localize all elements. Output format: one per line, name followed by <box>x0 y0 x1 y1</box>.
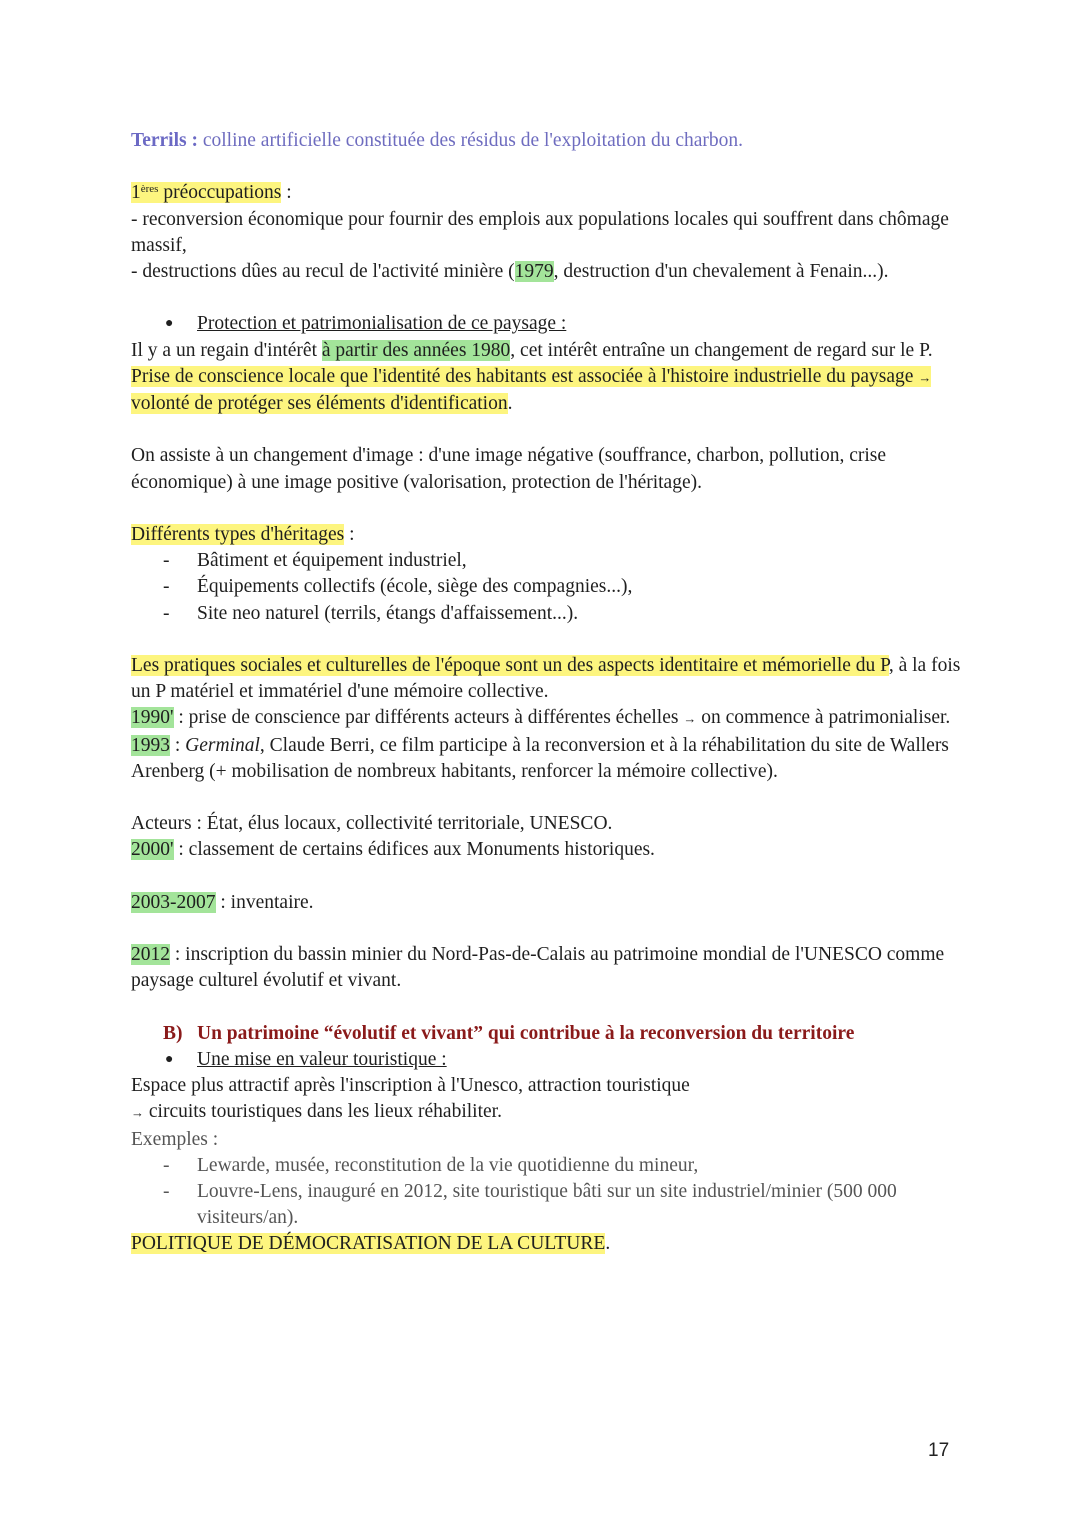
image-change-paragraph: On assiste à un changement d'image : d'une image négative (souffrance, charbon, pollution, crise économique) à une image positive (valorisation, protection de l'héritage). <box>131 445 887 493</box>
tourisme-paragraph-2: → circuits touristiques dans les lieux réhabiliter. <box>131 1101 502 1123</box>
tourisme-heading: ● Une mise en valeur touristique : <box>165 1047 961 1073</box>
protection-paragraph-1: Il y a un regain d'intérêt à partir des années 1980, cet intérêt entraîne un changement de regard sur le P. <box>131 339 933 361</box>
terrils-term: Terrils : <box>131 130 198 151</box>
list-item: - Lewarde, musée, reconstitution de la vie quotidienne du mineur, <box>163 1153 961 1179</box>
section-b-heading: B) Un patrimoine “évolutif et vivant” qui contribue à la reconversion du territoire <box>163 1022 855 1044</box>
arrow-icon: → <box>131 1105 144 1121</box>
examples-list <box>131 1153 961 1232</box>
preoccupation-destructions: - destructions dûes au recul de l'activité minière (1979, destruction d'un chevalement à Fenain...). <box>131 261 889 282</box>
heritages-list <box>131 548 961 627</box>
year-highlight: 1979 <box>514 261 554 282</box>
pratiques-paragraph: Les pratiques sociales et culturelles de l'époque sont un des aspects identitaire et mémorielle du P, à la fois un P matériel et immatériel d'une mémoire collective. <box>131 654 961 703</box>
tourisme-bullet-list <box>131 1047 961 1073</box>
preoccupation-reconversion: - reconversion économique pour fournir des emplois aux populations locales qui souffrent dans chômage massif, <box>131 208 949 256</box>
list-item: - Site neo naturel (terrils, étangs d'affaissement...). <box>163 601 961 627</box>
arrow-icon: → <box>918 369 932 385</box>
list-item: - Louvre-Lens, inauguré en 2012, site touristique bâti sur un site industriel/minier (500 000 visiteurs/an). <box>163 1179 961 1231</box>
year-2012-entry: 2012 : inscription du bassin minier du Nord-Pas-de-Calais au patrimoine mondial de l'UNESCO comme paysage culturel évolutif et vivant. <box>131 944 945 992</box>
year-2000-entry: 2000' : classement de certains édifices aux Monuments historiques. <box>131 839 655 861</box>
list-item: - Bâtiment et équipement industriel, <box>163 548 961 574</box>
arrow-icon: → <box>683 711 697 727</box>
protection-heading: ● Protection et patrimonialisation de ce paysage : <box>165 311 961 337</box>
protection-bullet-list <box>131 311 961 337</box>
heritages-label: Différents types d'héritages : <box>131 523 355 545</box>
document-page <box>131 128 961 1258</box>
page-number: 17 <box>928 1440 950 1461</box>
terrils-definition: Terrils : colline artificielle constituée des résidus de l'exploitation du charbon. <box>131 130 743 151</box>
politique-line: POLITIQUE DE DÉMOCRATISATION DE LA CULTURE. <box>131 1233 611 1255</box>
year-2003-entry: 2003-2007 : inventaire. <box>131 891 314 913</box>
tourisme-paragraph-1: Espace plus attractif après l'inscription à l'Unesco, attraction touristique <box>131 1075 690 1097</box>
examples-label: Exemples : <box>131 1128 219 1150</box>
preoccupations-label: 1ères préoccupations : <box>131 182 292 204</box>
acteurs-line: Acteurs : État, élus locaux, collectivité territoriale, UNESCO. <box>131 813 613 835</box>
protection-paragraph-2: Prise de conscience locale que l'identité des habitants est associée à l'histoire industrielle du paysage → volonté de protéger ses éléments d'identification. <box>131 365 932 414</box>
year-1993-entry: 1993 : Germinal, Claude Berri, ce film participe à la reconversion et à la réhabilitation du site de Wallers Arenberg (+ mobilisation de nombreux habitants, renforcer la mémoire collective). <box>131 734 949 782</box>
list-item: - Équipements collectifs (école, siège des compagnies...), <box>163 574 961 600</box>
year-1990-entry: 1990' : prise de conscience par différents acteurs à différentes échelles → on commence à patrimonialiser. <box>131 707 951 729</box>
